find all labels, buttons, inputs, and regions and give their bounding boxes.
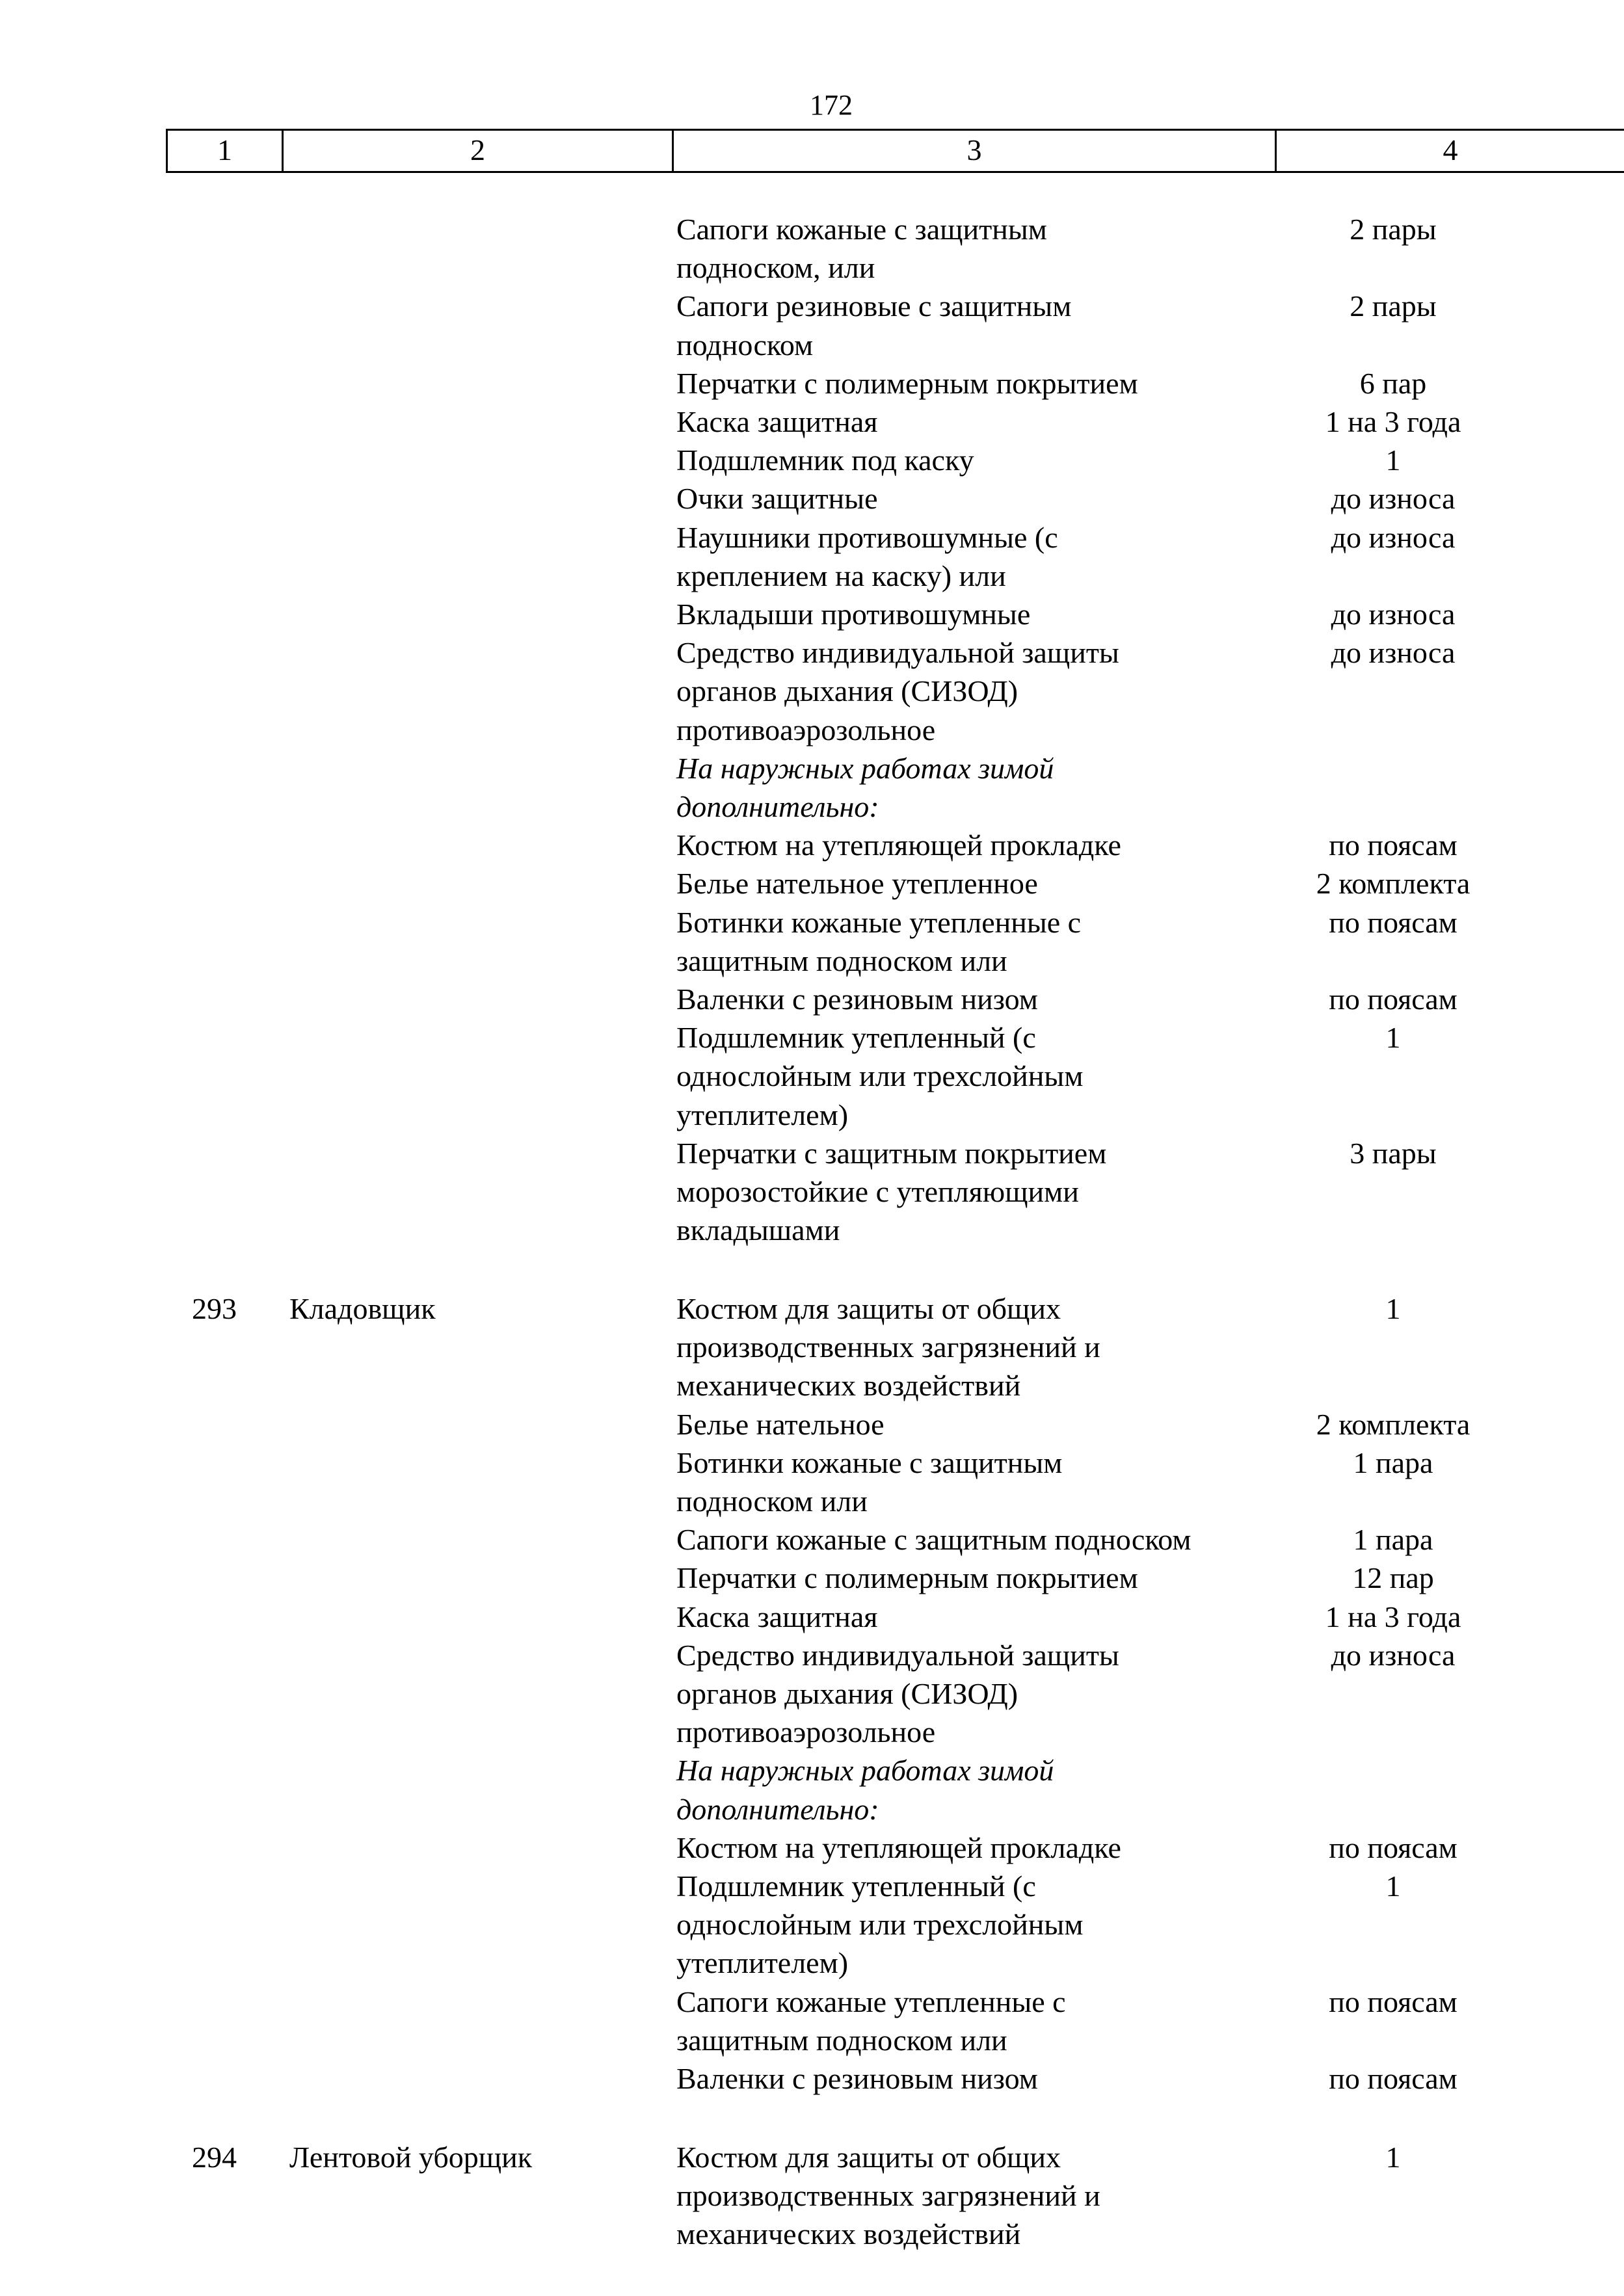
continued-item-2-qty: 6 пар [1359,366,1427,400]
continued-item-3-qty: 1 на 3 года [1325,405,1461,438]
entry-293-item-7-line-1: дополнительно: [676,1792,879,1826]
entry-293-item-9-line-0: Подшлемник утепленный (с [676,1869,1036,1903]
entry-294-profession: Лентовой уборщик [289,2141,533,2174]
continued-item-8-line-0: Средство индивидуальной защиты [676,636,1119,670]
continued-item-1-line-0: Сапоги резиновые с защитным [676,289,1072,323]
continued-item-8-line-2: противоаэрозольное [676,713,936,746]
entry-294-item-0-line-1: производственных загрязнений и [676,2179,1100,2213]
continued-item-14-line-0: Подшлемник утепленный (с [676,1021,1036,1055]
continued-item-12-line-1: защитным подноском или [676,943,1007,977]
entry-293-item-10-qty: по поясам [1329,1985,1458,2018]
entry-293-item-1-qty: 2 комплекта [1316,1407,1471,1441]
entry-293-item-10-line-0: Сапоги кожаные утепленные с [676,1985,1066,2018]
entry-293-item-8-qty: по поясам [1329,1830,1458,1864]
continued-item-15-line-2: вкладышами [676,1213,840,1247]
continued-item-4-qty: 1 [1385,443,1401,477]
continued-item-15-qty: 3 пары [1350,1136,1437,1170]
continued-item-6-line-0: Наушники противошумные (с [676,520,1058,554]
entry-293-item-10-line-1: защитным подноском или [676,2023,1007,2057]
entry-293-item-4-line-0: Перчатки с полимерным покрытием [676,1561,1138,1595]
continued-item-14-line-1: однослойным или трехслойным [676,1059,1084,1093]
entry-293-item-7-line-0: На наружных работах зимой [676,1754,1054,1788]
entry-293-number: 293 [192,1292,237,1325]
entry-293-item-5-qty: 1 на 3 года [1325,1600,1461,1633]
entry-293-item-6-line-2: противоаэрозольное [676,1715,936,1749]
continued-item-1-qty: 2 пары [1350,289,1437,323]
continued-item-2-line-0: Перчатки с полимерным покрытием [676,366,1138,400]
entry-293-item-1-line-0: Белье нательное [676,1407,885,1441]
continued-item-15-line-1: морозостойкие с утепляющими [676,1175,1079,1208]
continued-item-12-qty: по поясам [1329,905,1458,939]
entry-293-item-0-line-2: механических воздействий [676,1369,1021,1403]
continued-item-11-line-0: Белье нательное утепленное [676,867,1038,901]
continued-item-8-line-1: органов дыхания (СИЗОД) [676,674,1018,708]
entry-293-item-5-line-0: Каска защитная [676,1600,878,1633]
entry-293-item-6-line-1: органов дыхания (СИЗОД) [676,1677,1018,1710]
header-col-4: 4 [1275,131,1624,171]
entry-293-item-3-qty: 1 пара [1353,1523,1433,1557]
header-col-1: 1 [166,131,282,171]
continued-item-15-line-0: Перчатки с защитным покрытием [676,1136,1107,1170]
header-col-2: 2 [282,131,672,171]
continued-item-1-line-1: подноском [676,328,814,362]
continued-item-0-line-1: подноском, или [676,251,875,285]
entry-293-item-2-qty: 1 пара [1353,1445,1433,1479]
entry-293-item-3-line-0: Сапоги кожаные с защитным подноском [676,1523,1191,1557]
continued-item-9-line-0: На наружных работах зимой [676,751,1054,785]
entry-293-item-2-line-0: Ботинки кожаные с защитным [676,1445,1063,1479]
entry-294-item-0-qty: 1 [1385,2141,1401,2174]
entry-293-item-6-line-0: Средство индивидуальной защиты [676,1638,1119,1672]
continued-item-7-qty: до износа [1331,598,1456,631]
entry-293-item-6-qty: до износа [1331,1638,1456,1672]
entry-293-item-0-line-0: Костюм для защиты от общих [676,1292,1061,1325]
page-number: 172 [810,89,853,121]
continued-item-10-line-0: Костюм на утепляющей прокладке [676,828,1121,862]
continued-item-4-line-0: Подшлемник под каску [676,443,974,477]
entry-294-number: 294 [192,2141,237,2174]
entry-293-item-11-line-0: Валенки с резиновым низом [676,2062,1038,2095]
entry-293-item-0-line-1: производственных загрязнений и [676,1330,1100,1364]
entry-294-item-0-line-0: Костюм для защиты от общих [676,2141,1061,2174]
continued-item-0-line-0: Сапоги кожаные с защитным [676,213,1047,246]
entry-293-item-8-line-0: Костюм на утепляющей прокладке [676,1830,1121,1864]
continued-item-14-line-2: утеплителем) [676,1098,849,1131]
continued-item-13-line-0: Валенки с резиновым низом [676,983,1038,1016]
continued-item-7-line-0: Вкладыши противошумные [676,598,1031,631]
entry-293-item-0-qty: 1 [1385,1292,1401,1325]
continued-item-8-qty: до износа [1331,636,1456,670]
continued-item-3-line-0: Каска защитная [676,405,878,438]
entry-293-item-9-qty: 1 [1385,1869,1401,1903]
continued-item-6-line-1: креплением на каску) или [676,559,1006,592]
continued-item-6-qty: до износа [1331,520,1456,554]
continued-item-12-line-0: Ботинки кожаные утепленные с [676,905,1082,939]
entry-293-item-11-qty: по поясам [1329,2062,1458,2095]
entry-293-item-9-line-2: утеплителем) [676,1946,849,1980]
table-header [166,129,1624,173]
entry-293-item-4-qty: 12 пар [1352,1561,1434,1595]
continued-item-14-qty: 1 [1385,1021,1401,1055]
header-col-3: 3 [672,131,1275,171]
continued-item-10-qty: по поясам [1329,828,1458,862]
continued-item-11-qty: 2 комплекта [1316,867,1471,901]
continued-item-9-line-1: дополнительно: [676,790,879,823]
entry-294-item-0-line-2: механических воздействий [676,2217,1021,2251]
entry-293-item-2-line-1: подноском или [676,1484,868,1518]
entry-293-profession: Кладовщик [289,1292,436,1325]
continued-item-5-line-0: Очки защитные [676,482,878,516]
continued-item-13-qty: по поясам [1329,983,1458,1016]
continued-item-0-qty: 2 пары [1350,213,1437,246]
entry-293-item-9-line-1: однослойным или трехслойным [676,1908,1084,1942]
continued-item-5-qty: до износа [1331,482,1456,516]
